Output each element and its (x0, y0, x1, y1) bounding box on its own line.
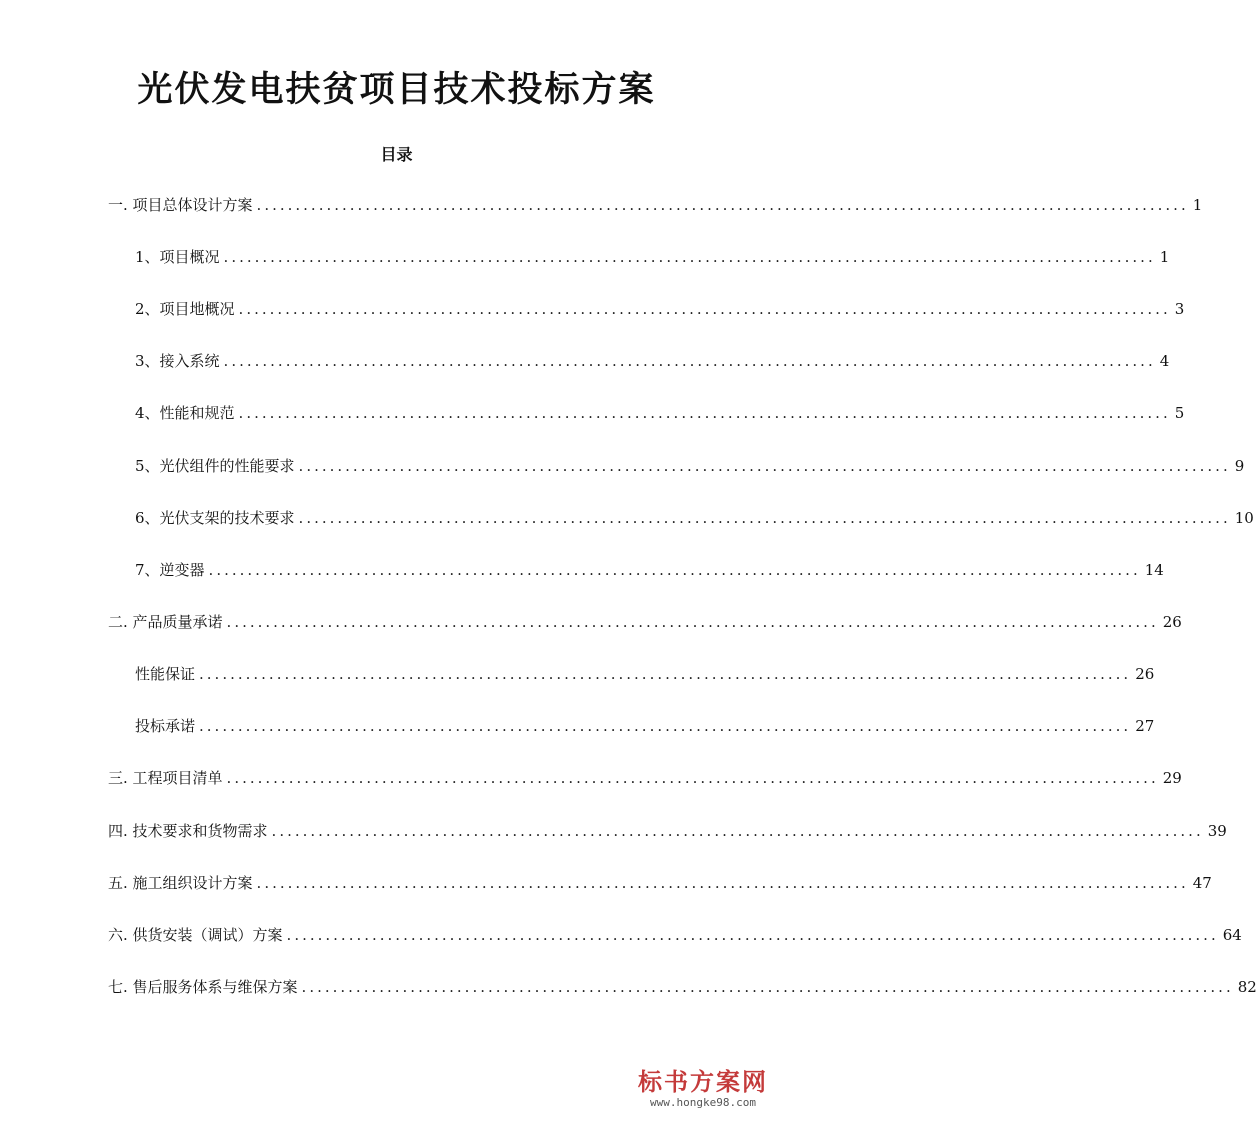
watermark-logo: 标书方案网 (638, 1068, 768, 1096)
toc-entry-page: 1 (1192, 196, 1203, 214)
toc-entry[interactable] (108, 924, 1242, 946)
toc-entry[interactable] (135, 507, 1254, 529)
toc-entry-label: 6、光伏支架的技术要求 (135, 509, 295, 527)
toc-dot-leader: ........................................................................................................................ (256, 874, 1189, 892)
toc-entry[interactable] (135, 663, 1155, 685)
toc-entry-page: 29 (1162, 769, 1182, 787)
toc-entry-page: 10 (1234, 509, 1254, 527)
toc-entry[interactable] (108, 194, 1203, 216)
toc-entry-page: 9 (1234, 457, 1245, 475)
toc-entry[interactable] (135, 455, 1245, 477)
toc-entry-label: 六. 供货安装（调试）方案 (108, 926, 283, 944)
toc-entry[interactable] (108, 611, 1182, 633)
document-title: 光伏发电扶贫项目技术投标方案 (137, 70, 656, 110)
toc-entry-label: 七. 售后服务体系与维保方案 (108, 978, 298, 996)
toc-entry-label: 性能保证 (135, 665, 196, 683)
watermark (623, 1068, 783, 1110)
toc-entry-label: 2、项目地概况 (135, 300, 235, 318)
toc-dot-leader: ........................................................................................................................ (298, 509, 1231, 527)
toc-entry-page: 14 (1144, 561, 1164, 579)
toc-dot-leader: ........................................................................................................................ (298, 457, 1231, 475)
toc-entry-label: 四. 技术要求和货物需求 (108, 822, 268, 840)
toc-entry-page: 26 (1135, 665, 1155, 683)
toc-dot-leader: ........................................................................................................................ (256, 196, 1189, 214)
toc-dot-leader: ........................................................................................................................ (271, 822, 1204, 840)
toc-dot-leader: ........................................................................................................................ (301, 978, 1234, 996)
toc-entry[interactable] (135, 715, 1155, 737)
toc-entry[interactable] (108, 976, 1257, 998)
toc-entry[interactable] (135, 402, 1185, 424)
toc-dot-leader: ........................................................................................................................ (238, 300, 1171, 318)
toc-entry-label: 1、项目概况 (135, 248, 220, 266)
toc-entry[interactable] (108, 872, 1212, 894)
toc-entry-page: 26 (1162, 613, 1182, 631)
toc-entry-page: 64 (1222, 926, 1242, 944)
toc-dot-leader: ........................................................................................................................ (238, 404, 1171, 422)
toc-entry[interactable] (108, 767, 1182, 789)
toc-dot-leader: ........................................................................................................................ (226, 769, 1159, 787)
toc-entry[interactable] (135, 246, 1170, 268)
toc-entry-label: 3、接入系统 (135, 352, 220, 370)
toc-entry-label: 五. 施工组织设计方案 (108, 874, 253, 892)
toc-entry-label: 投标承诺 (135, 717, 196, 735)
toc-entry-page: 5 (1174, 404, 1185, 422)
toc-dot-leader: ........................................................................................................................ (199, 717, 1132, 735)
toc-entry-page: 39 (1207, 822, 1227, 840)
toc-dot-leader: ........................................................................................................................ (223, 248, 1156, 266)
toc-dot-leader: ........................................................................................................................ (199, 665, 1132, 683)
toc-entry-label: 三. 工程项目清单 (108, 769, 223, 787)
toc-entry-label: 5、光伏组件的性能要求 (135, 457, 295, 475)
toc-dot-leader: ........................................................................................................................ (226, 613, 1159, 631)
toc-heading: 目录 (380, 145, 413, 164)
toc-entry-page: 82 (1237, 978, 1257, 996)
watermark-url: www.hongke98.com (650, 1096, 756, 1109)
toc-entry-label: 二. 产品质量承诺 (108, 613, 223, 631)
toc-entry-page: 4 (1159, 352, 1170, 370)
toc-entry[interactable] (135, 350, 1170, 372)
toc-entry[interactable] (135, 298, 1185, 320)
toc-entry-page: 47 (1192, 874, 1212, 892)
toc-entry-page: 1 (1159, 248, 1170, 266)
toc-entry-label: 7、逆变器 (135, 561, 205, 579)
toc-dot-leader: ........................................................................................................................ (286, 926, 1219, 944)
toc-entry-label: 4、性能和规范 (135, 404, 235, 422)
toc-entry-page: 3 (1174, 300, 1185, 318)
toc-entry-page: 27 (1135, 717, 1155, 735)
toc-entry[interactable] (108, 820, 1227, 842)
toc-entry-label: 一. 项目总体设计方案 (108, 196, 253, 214)
toc-dot-leader: ........................................................................................................................ (223, 352, 1156, 370)
toc-entry[interactable] (135, 559, 1164, 581)
toc-dot-leader: ........................................................................................................................ (208, 561, 1141, 579)
